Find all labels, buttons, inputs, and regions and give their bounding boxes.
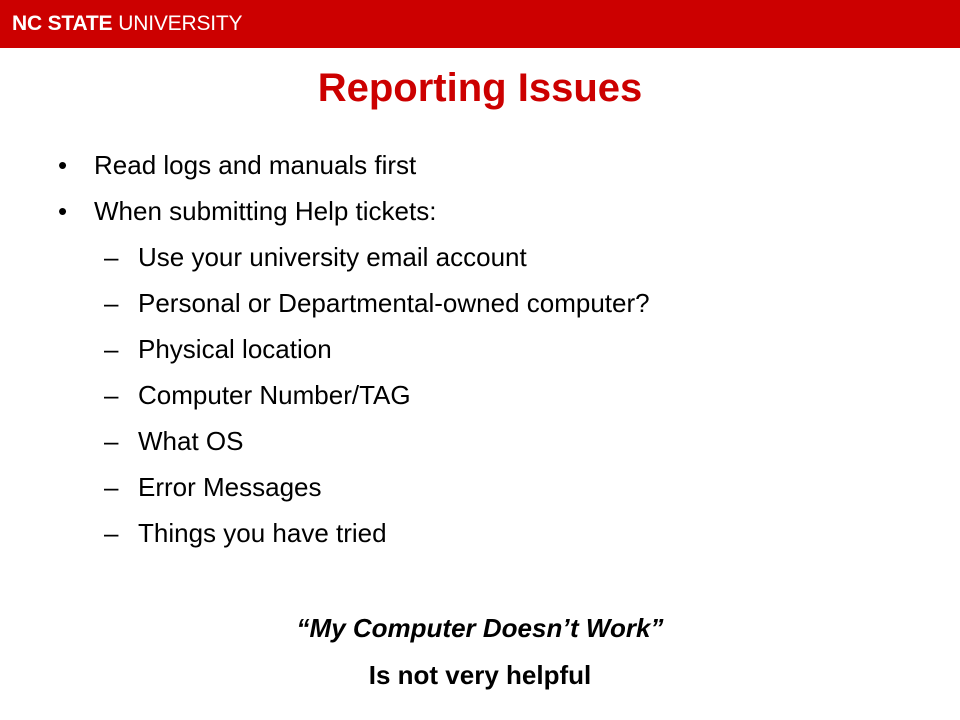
sub-bullet-item bbox=[0, 234, 960, 280]
sub-bullet-marker: – bbox=[104, 472, 119, 502]
university-logo bbox=[12, 12, 242, 36]
bullet-item bbox=[0, 142, 960, 188]
closing-quote: “My Computer Doesn’t Work” bbox=[296, 613, 664, 643]
sub-bullet-marker: – bbox=[104, 426, 119, 456]
logo-name-light: UNIVERSITY bbox=[118, 12, 243, 35]
sub-bullet-item bbox=[0, 418, 960, 464]
bullet-item bbox=[0, 188, 960, 234]
sub-bullet-marker: – bbox=[104, 380, 119, 410]
bullet-list bbox=[0, 142, 960, 556]
closing-remark: Is not very helpful bbox=[368, 660, 592, 690]
brand-header-bar bbox=[0, 0, 960, 48]
sub-bullet-item bbox=[0, 280, 960, 326]
sub-bullet-text: Computer Number/TAG bbox=[138, 380, 411, 410]
sub-bullet-item bbox=[0, 372, 960, 418]
logo-name-strong: NC STATE bbox=[12, 12, 113, 35]
sub-bullet-marker: – bbox=[104, 288, 119, 318]
bullet-marker: • bbox=[58, 196, 68, 226]
bullet-text: When submitting Help tickets: bbox=[94, 196, 437, 226]
sub-bullet-marker: – bbox=[104, 242, 119, 272]
slide-title: Reporting Issues bbox=[317, 66, 643, 110]
sub-bullet-text: Personal or Departmental-owned computer? bbox=[138, 288, 650, 318]
sub-bullet-text: Error Messages bbox=[138, 472, 322, 502]
bullet-marker: • bbox=[58, 150, 68, 180]
sub-bullet-text: What OS bbox=[138, 426, 244, 456]
sub-bullet-text: Use your university email account bbox=[138, 242, 527, 272]
sub-bullet-item bbox=[0, 510, 960, 556]
sub-bullet-item bbox=[0, 326, 960, 372]
sub-bullet-text: Physical location bbox=[138, 334, 332, 364]
sub-bullet-marker: – bbox=[104, 334, 119, 364]
sub-bullet-marker: – bbox=[104, 518, 119, 548]
sub-bullet-text: Things you have tried bbox=[138, 518, 387, 548]
bullet-text: Read logs and manuals first bbox=[94, 150, 417, 180]
sub-bullet-item bbox=[0, 464, 960, 510]
